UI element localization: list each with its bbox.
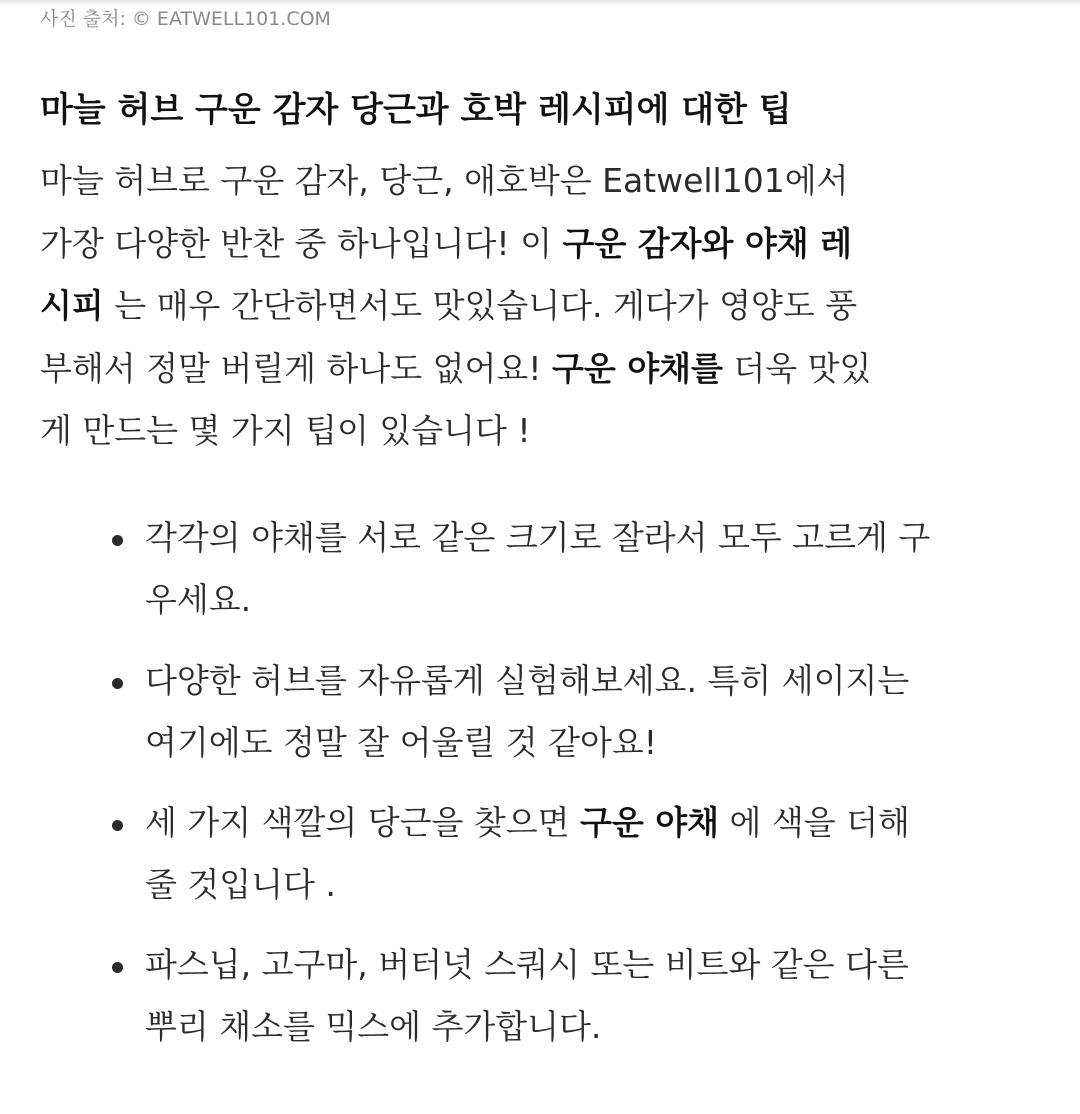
bullet-dot-icon [112,535,123,546]
tip-item [145,650,1055,774]
tip-line: 여기에도 정말 잘 어울릴 것 같아요! [145,723,657,762]
intro-paragraph [40,150,1040,463]
tip-text: 에 색을 더해 [719,803,910,842]
bullet-dot-icon [112,962,123,973]
intro-bold-text: 구운 감자와 야채 레 [562,223,852,263]
tip-line: 다양한 허브를 자유롭게 실험해보세요. 특히 세이지는 [145,661,910,700]
intro-text: 부해서 정말 버릴게 하나도 없어요! [40,348,552,388]
tip-line: 파스닙, 고구마, 버터넛 스쿼시 또는 비트와 같은 다른 [145,945,909,984]
tip-line: 각각의 야채를 서로 같은 크기로 잘라서 모두 고르게 구 [145,518,931,557]
tip-item [145,507,1055,631]
intro-line-5: 게 만드는 몇 가지 팁이 있습니다 ! [40,411,531,450]
tip-line: 뿌리 채소를 믹스에 추가합니다. [145,1007,602,1046]
intro-line-1: 마늘 허브로 구운 감자, 당근, 애호박은 Eatwell101에서 [40,161,849,200]
tip-line: 우세요. [145,580,252,619]
bullet-dot-icon [112,820,123,831]
photo-credit: 사진 출처: © EATWELL101.COM [40,8,331,30]
tip-item [145,792,1055,916]
intro-text: 는 매우 간단하면서도 맛있습니다. 게다가 영양도 풍 [103,286,858,325]
intro-line-2 [40,213,1040,276]
intro-bold-text: 구운 야채를 [551,348,723,388]
tip-item [145,934,1055,1058]
intro-text: 더욱 맛있 [722,348,872,388]
intro-line-3 [40,275,1040,338]
tip-text: 세 가지 색깔의 당근을 찾으면 [145,803,580,842]
section-heading: 마늘 허브 구운 감자 당근과 호박 레시피에 대한 팁 [40,90,792,130]
tip-bold-text: 구운 야채 [580,803,720,842]
intro-bold-text: 시피 [40,286,104,325]
tip-line [145,792,1055,854]
tip-line: 줄 것입니다 . [145,865,336,904]
intro-line-4 [40,338,1040,401]
intro-text: 가장 다양한 반찬 중 하나입니다! 이 [40,223,563,263]
bullet-dot-icon [112,678,123,689]
